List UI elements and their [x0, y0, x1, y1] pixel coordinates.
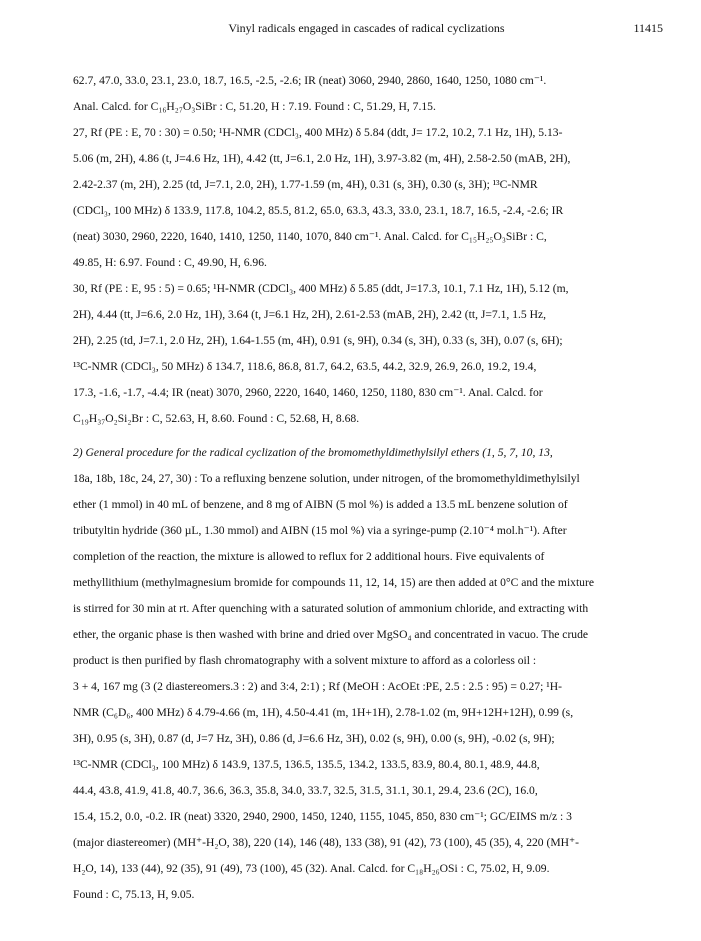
text-line: 49.85, H: 6.97. Found : C, 49.90, H, 6.96. — [73, 256, 267, 269]
text-line: NMR (C₆D₆, 400 MHz) δ 4.79-4.66 (m, 1H), 4.50-4.41 (m, 1H+1H), 2.78-1.02 (m, 9H+12H+12H), 0.99 (s, — [73, 706, 574, 719]
text-line: 62.7, 47.0, 33.0, 23.1, 23.0, 18.7, 16.5, -2.5, -2.6; IR (neat) 3060, 2940, 2860, 1640, 1250, 1080 cm⁻¹. — [73, 74, 547, 87]
text-line: ether, the organic phase is then washed with brine and dried over MgSO₄ and concentrated in vacuo. The crude — [73, 628, 589, 641]
text-line: 2H), 4.44 (tt, J=6.6, 2.0 Hz, 1H), 3.64 (t, J=6.1 Hz, 2H), 2.61-2.53 (mAB, 2H), 2.42 (tt, J=7.1, 1.5 Hz, — [73, 308, 547, 321]
text-line: 2.42-2.37 (m, 2H), 2.25 (td, J=7.1, 2.0, 2H), 1.77-1.59 (m, 4H), 0.31 (s, 3H), 0.30 (s, 3H); ¹³C-NMR — [73, 178, 538, 191]
text-line: 17.3, -1.6, -1.7, -4.4; IR (neat) 3070, 2960, 2220, 1640, 1460, 1250, 1180, 830 cm⁻¹. Anal. Calcd. for — [73, 386, 543, 399]
text-line: Anal. Calcd. for C₁₆H₂₇O₃SiBr : C, 51.20, H : 7.19. Found : C, 51.29, H, 7.15. — [73, 100, 436, 113]
text-line: 18a, 18b, 18c, 24, 27, 30) : To a refluxing benzene solution, under nitrogen, of the bromomethyldimethylsilyl — [73, 472, 580, 485]
text-line: (major diastereomer) (MH⁺-H₂O, 38), 220 (14), 146 (48), 133 (38), 91 (42), 73 (100), 45 (35), 4, 220 (MH⁺- — [73, 836, 580, 849]
text-line: methyllithium (methylmagnesium bromide for compounds 11, 12, 14, 15) are then added at 0°C and the mixture — [73, 576, 594, 589]
text-line: 15.4, 15.2, 0.0, -0.2. IR (neat) 3320, 2940, 2900, 1450, 1240, 1155, 1045, 850, 830 cm⁻¹; GC/EIMS m/z : 3 — [73, 810, 572, 823]
page-number: 11415 — [633, 21, 663, 35]
body-text — [73, 73, 663, 903]
text-line: tributyltin hydride (360 µL, 1.30 mmol) and AIBN (15 mol %) via a syringe-pump (2.10⁻⁴ mol.h⁻¹). After — [73, 524, 567, 537]
text-line: H₂O, 14), 133 (44), 92 (35), 91 (49), 73 (100), 45 (32). Anal. Calcd. for C₁₈H₂₆OSi : C, 75.02, H, 9.09. — [73, 862, 550, 875]
text-line: 44.4, 43.8, 41.9, 41.8, 40.7, 36.6, 36.3, 35.8, 34.0, 33.7, 32.5, 31.5, 31.1, 30.1, 29.4, 23.6 (2C), 16.0, — [73, 784, 538, 797]
text-line: 3 + 4, 167 mg (3 (2 diastereomers.3 : 2) and 3:4, 2:1) ; Rf (MeOH : AcOEt :PE, 2.5 : 2.5 : 95) = 0.27; ¹H- — [73, 680, 562, 693]
running-header — [70, 21, 663, 41]
text-line: product is then purified by flash chromatography with a solvent mixture to afford as a colorless oil : — [73, 654, 537, 667]
text-line: ¹³C-NMR (CDCl₃, 100 MHz) δ 143.9, 137.5, 136.5, 135.5, 134.2, 133.5, 83.9, 80.4, 80.1, 48.9, 44.8, — [73, 758, 540, 771]
text-line: ¹³C-NMR (CDCl₃, 50 MHz) δ 134.7, 118.6, 86.8, 81.7, 64.2, 63.5, 44.2, 32.9, 26.9, 26.0, 19.2, 19.4, — [73, 360, 537, 373]
text-line: 3H), 0.95 (s, 3H), 0.87 (d, J=7 Hz, 3H), 0.86 (d, J=6.6 Hz, 3H), 0.02 (s, 9H), 0.00 (s, 9H), -0.02 (s, 9H); — [73, 732, 555, 745]
text-line: completion of the reaction, the mixture is allowed to reflux for 2 additional hours. Five equivalents of — [73, 550, 545, 563]
text-line: ether (1 mmol) in 40 mL of benzene, and 8 mg of AIBN (5 mol %) is added a 13.5 mL benzene solution of — [73, 498, 568, 511]
text-line: is stirred for 30 min at rt. After quenching with a saturated solution of ammonium chloride, and extracting with — [73, 602, 589, 615]
section-heading-line: 2) General procedure for the radical cyclization of the bromomethyldimethylsilyl ethers (1, 5, 7, 10, 13, — [73, 446, 553, 459]
text-line: Found : C, 75.13, H, 9.05. — [73, 888, 195, 901]
running-title: Vinyl radicals engaged in cascades of radical cyclizations — [228, 21, 505, 35]
text-line: 5.06 (m, 2H), 4.86 (t, J=4.6 Hz, 1H), 4.42 (tt, J=6.1, 2.0 Hz, 1H), 3.97-3.82 (m, 4H), 2.58-2.50 (mAB, 2H), — [73, 152, 571, 165]
text-line: 27, Rf (PE : E, 70 : 30) = 0.50; ¹H-NMR (CDCl₃, 400 MHz) δ 5.84 (ddt, J= 17.2, 10.2, 7.1 Hz, 1H), 5.13- — [73, 126, 563, 139]
text-line: C₁₉H₃₇O₂Si₂Br : C, 52.63, H, 8.60. Found : C, 52.68, H, 8.68. — [73, 412, 360, 425]
text-line: 30, Rf (PE : E, 95 : 5) = 0.65; ¹H-NMR (CDCl₃, 400 MHz) δ 5.85 (ddt, J=17.3, 10.1, 7.1 Hz, 1H), 5.12 (m, — [73, 282, 569, 295]
text-line: (neat) 3030, 2960, 2220, 1640, 1410, 1250, 1140, 1070, 840 cm⁻¹. Anal. Calcd. for C₁₅H₂₅O₃SiBr : C, — [73, 230, 547, 243]
text-line: 2H), 2.25 (td, J=7.1, 2.0 Hz, 2H), 1.64-1.55 (m, 4H), 0.91 (s, 9H), 0.34 (s, 3H), 0.33 (s, 3H), 0.07 (s, 6H); — [73, 334, 563, 347]
text-line: (CDCl₃, 100 MHz) δ 133.9, 117.8, 104.2, 85.5, 81.2, 65.0, 63.3, 43.3, 33.0, 23.1, 18.7, 16.5, -2.4, -2.6; IR — [73, 204, 564, 217]
